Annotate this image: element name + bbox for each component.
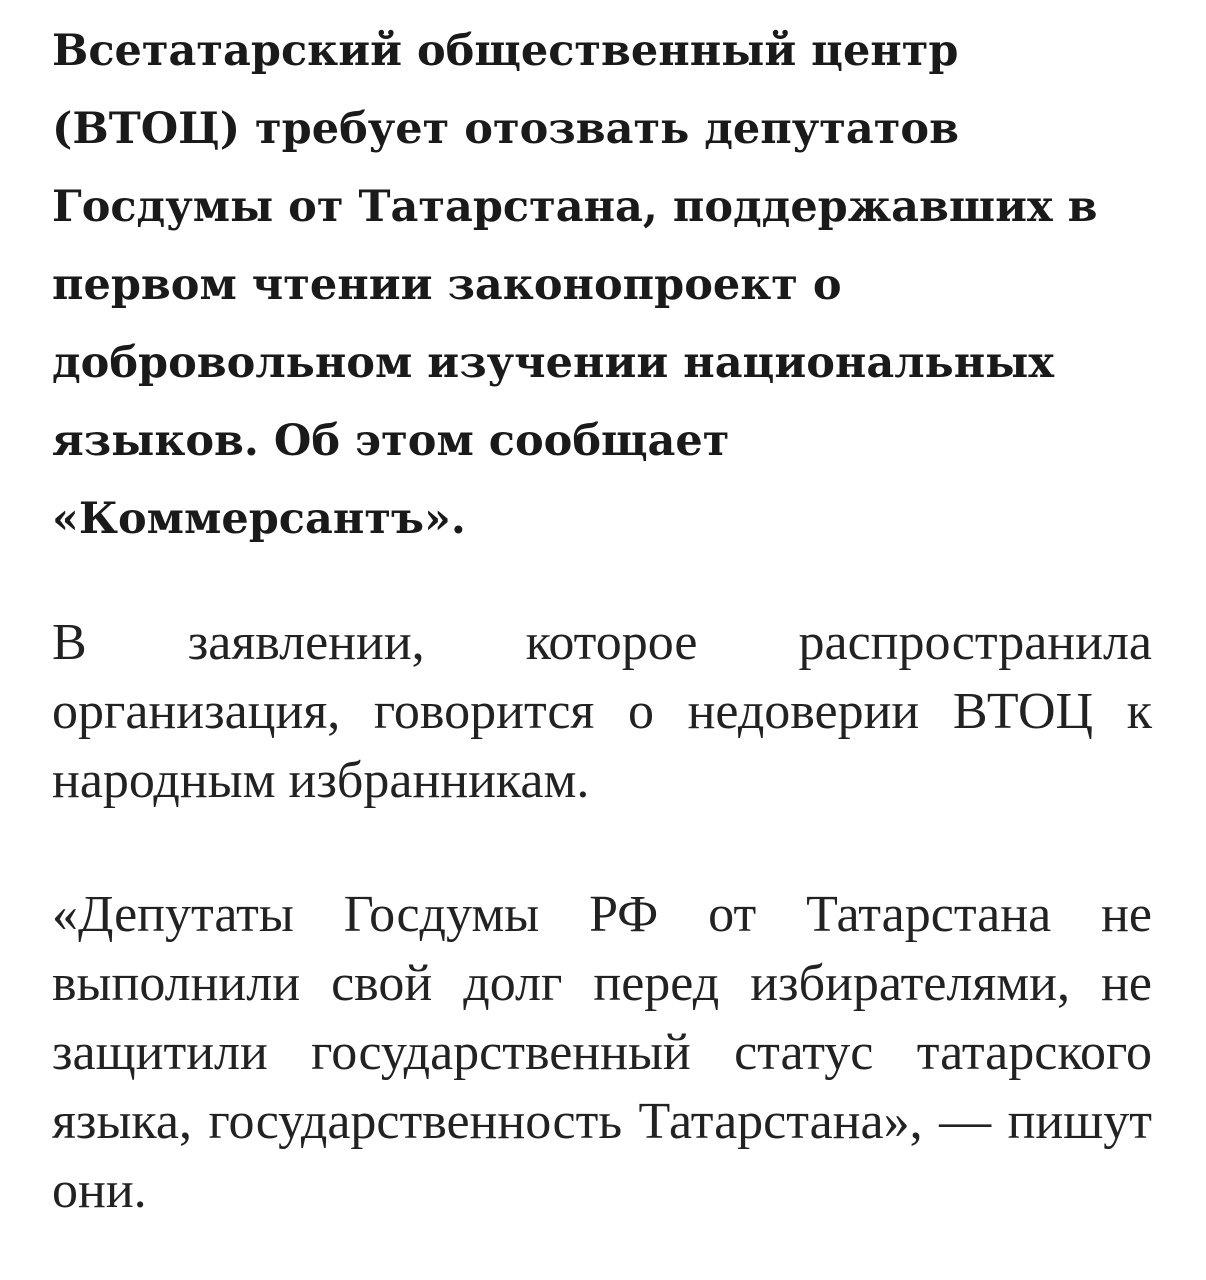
article-lead: Всетатарский общественный центр (ВТОЦ) требует отозвать депутатов Госдумы от Татарстана, поддержавших в первом чтении законопроект о добровольном изучении национальных языков. Об этом сообщает «Коммерсантъ». [52, 26, 1098, 544]
article-paragraph-statement: В заявлении, которое распространила организация, говорится о недоверии ВТОЦ к народным избранникам. [52, 614, 1152, 809]
article-paragraph-quote: «Депутаты Госдумы РФ от Татарстана не выполнили свой долг перед избирателями, не защитили государственный статус татарского языка, государственность Татарстана», — пишут они. [52, 886, 1152, 1219]
